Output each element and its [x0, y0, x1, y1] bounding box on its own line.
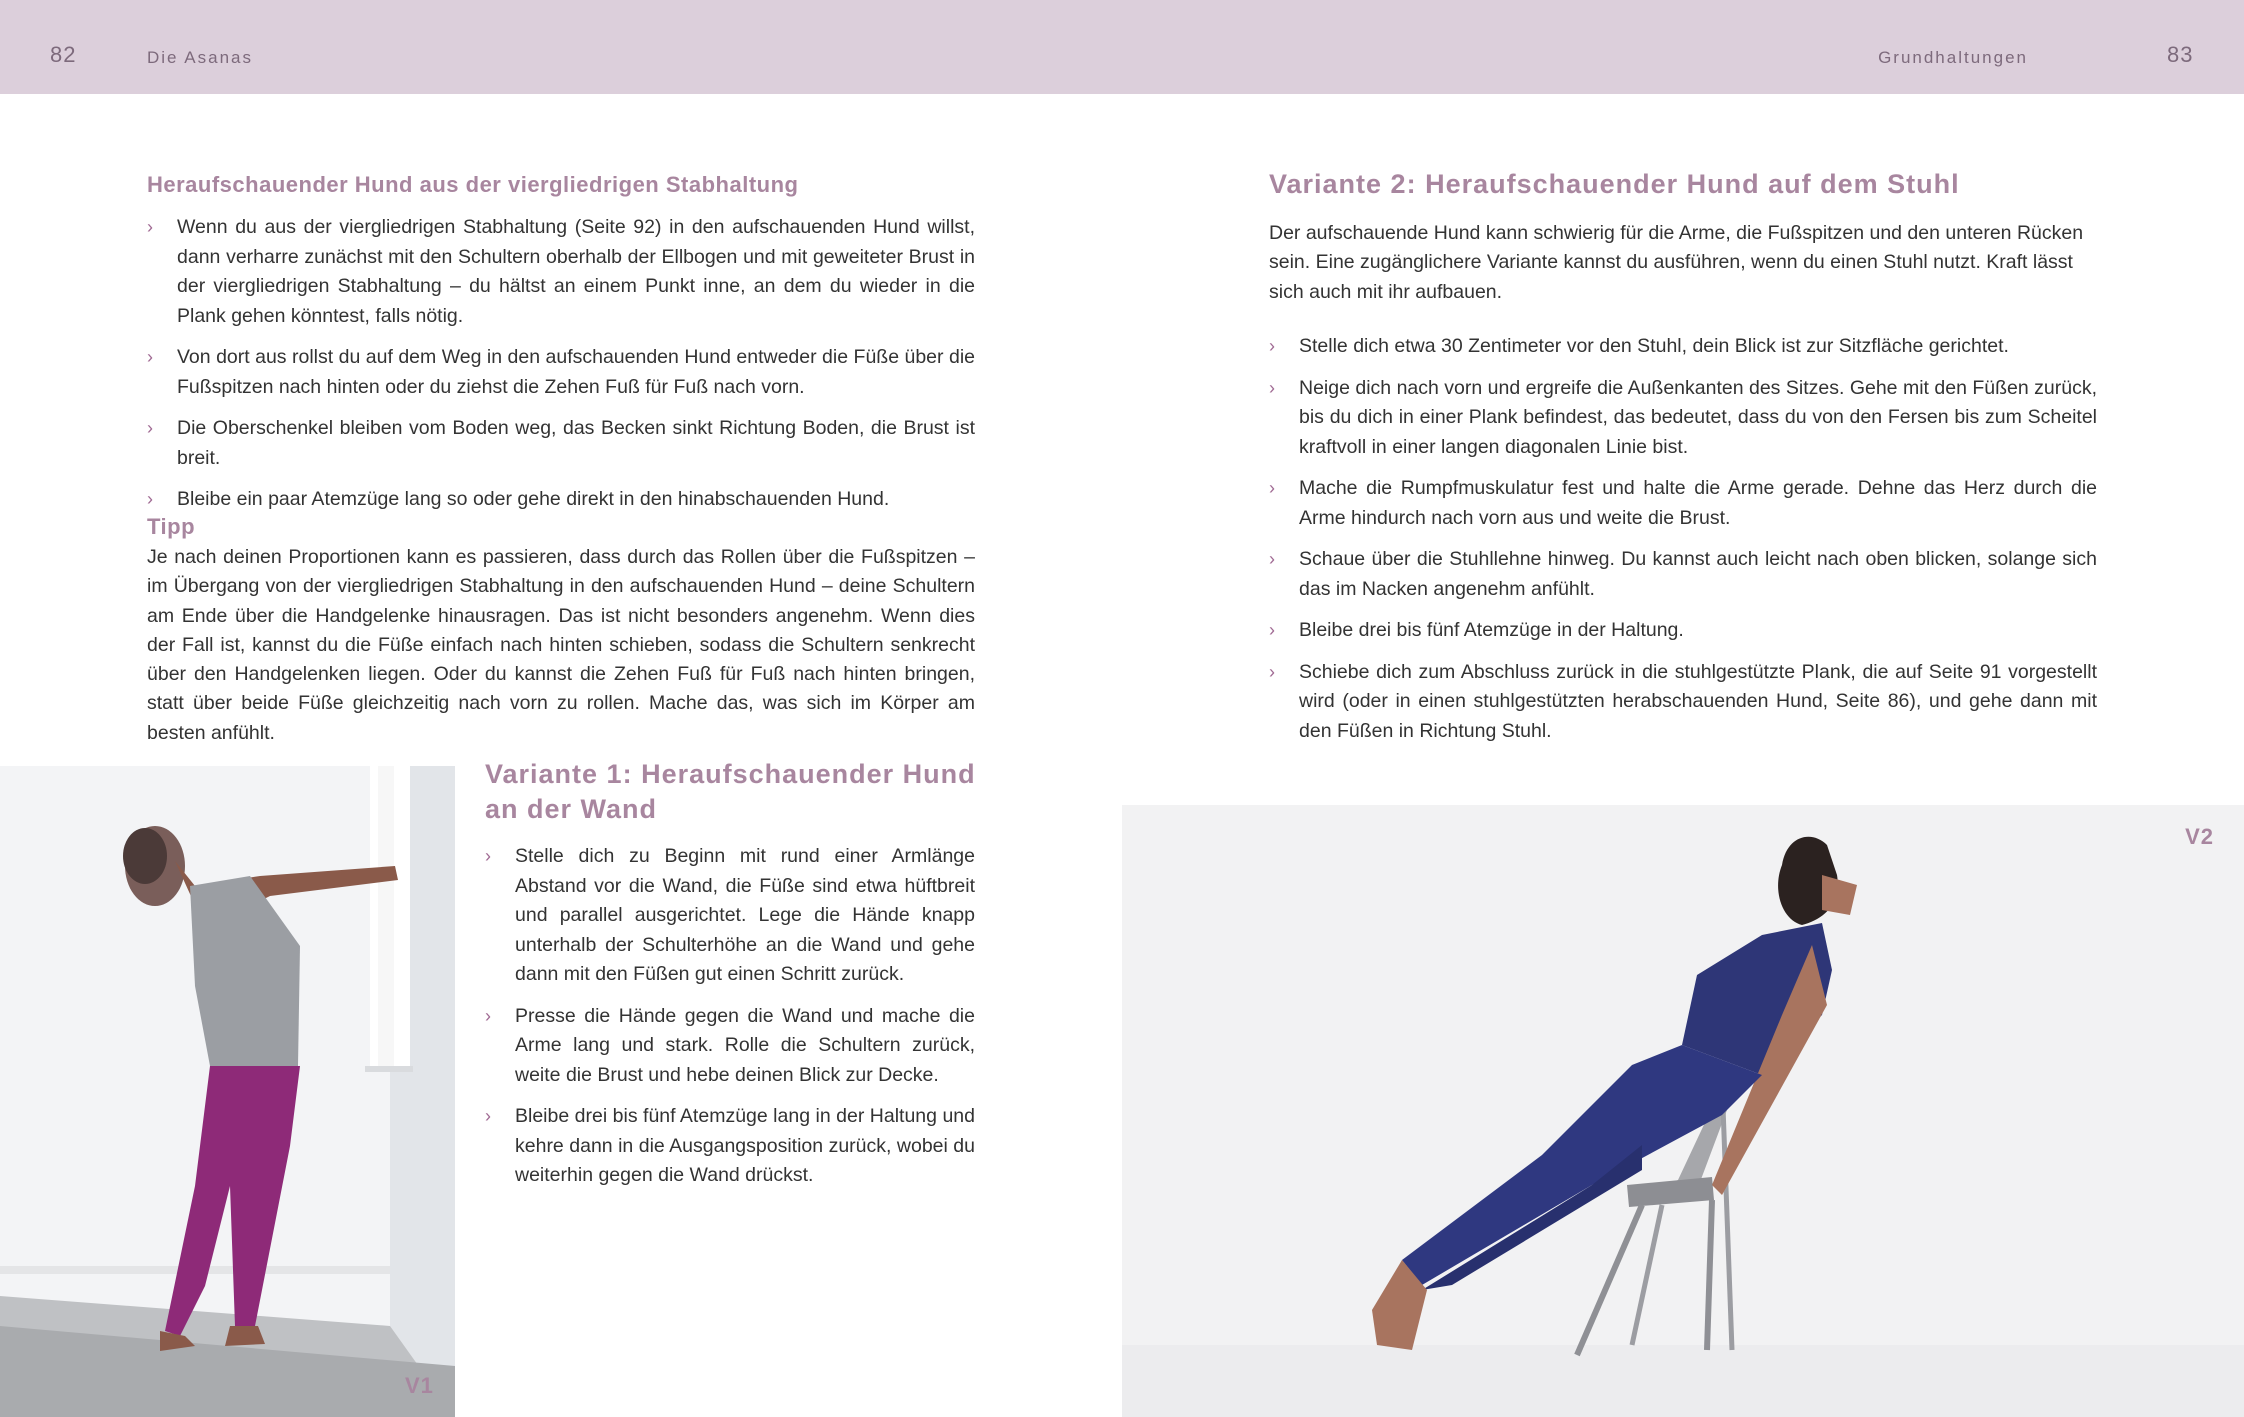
photo-label-v2: V2 [2185, 824, 2214, 849]
right-running-title: Grundhaltungen [1878, 48, 2028, 67]
list-item: › Mache die Rumpfmuskulatur fest und halte die Arme gerade. Dehne das Herz durch die Arme hindurch nach vorn aus und weite die Brust. [1269, 474, 2097, 533]
section-title: Heraufschauender Hund aus der viergliedrigen Stabhaltung [147, 172, 799, 197]
list-item: › Bleibe drei bis fünf Atemzüge in der Haltung. [1269, 616, 2097, 646]
woman-wall-pose-illustration [0, 766, 455, 1417]
chevron-right-icon: › [147, 347, 153, 367]
list-item: › Presse die Hände gegen die Wand und mache die Arme lang und stark. Rolle die Schultern zurück, weite die Brust und hebe deinen Blick zur Decke. [485, 1002, 975, 1091]
chevron-right-icon: › [485, 846, 491, 866]
list-item: › Von dort aus rollst du auf dem Weg in den aufschauenden Hund entweder die Füße über die Fußspitzen nach hinten oder du ziehst die Zehen Fuß für Fuß nach vorn. [147, 343, 975, 402]
list-item: › Stelle dich etwa 30 Zentimeter vor den Stuhl, dein Blick ist zur Sitzfläche gerichtet. [1269, 332, 2097, 362]
chevron-right-icon: › [1269, 661, 1275, 682]
chevron-right-icon: › [147, 489, 153, 509]
variant2-intro: Der aufschauende Hund kann schwierig für die Arme, die Fußspitzen und den unteren Rücken sein. Eine zugänglichere Variante kannst du ausführen, wenn du einen Stuhl nutzt. Kraft lässt sich auch mit ihr aufbauen. [1269, 222, 2084, 303]
main-bullet-list [147, 213, 975, 527]
list-item: › Schiebe dich zum Abschluss zurück in die stuhlgestützte Plank, die auf Seite 91 vorgestellt wird (oder in einen stuhlgestützten herabschauenden Hund, Seite 86), und gehe dann mit den Füßen in Richtung Stuhl. [1269, 658, 2097, 747]
list-item: › Wenn du aus der viergliedrigen Stabhaltung (Seite 92) in den aufschauenden Hund willst, dann verharre zunächst mit den Schultern oberhalb der Ellbogen und mit geweiteter Brust in der viergliedrigen Stabhaltung – du hältst an einem Punkt inne, an dem du wieder in die Plank gehen könntest, falls nötig. [147, 213, 975, 331]
chevron-right-icon: › [1269, 336, 1275, 356]
chevron-right-icon: › [1269, 620, 1275, 640]
chevron-right-icon: › [147, 217, 153, 237]
list-item: › Stelle dich zu Beginn mit rund einer Armlänge Abstand vor die Wand, die Füße sind etwa hüftbreit und parallel ausgerichtet. Lege die Hände knapp unterhalb der Schulterhöhe an die Wand und gehe dann mit den Füßen gut einen Schritt zurück. [485, 842, 975, 990]
list-item: › Die Oberschenkel bleiben vom Boden weg, das Becken sinkt Richtung Boden, die Brust ist breit. [147, 414, 975, 473]
photo-variant1 [0, 766, 455, 1417]
left-page-number: 82 [50, 42, 77, 67]
chevron-right-icon: › [147, 418, 153, 438]
left-running-title: Die Asanas [147, 48, 253, 67]
right-page-number: 83 [2167, 42, 2194, 67]
variant1-bullet-list [485, 842, 975, 1203]
list-item: › Bleibe drei bis fünf Atemzüge lang in der Haltung und kehre dann in die Ausgangsposition zurück, wobei du weiterhin gegen die Wand drückst. [485, 1102, 975, 1191]
page-header [0, 0, 2244, 94]
list-item: › Bleibe ein paar Atemzüge lang so oder gehe direkt in den hinabschauenden Hund. [147, 485, 975, 515]
chevron-right-icon: › [485, 1106, 491, 1126]
variant2-title: Variante 2: Heraufschauender Hund auf dem Stuhl [1269, 169, 1960, 199]
photo-label-v1: V1 [405, 1373, 434, 1398]
chevron-right-icon: › [1269, 478, 1275, 498]
chevron-right-icon: › [1269, 377, 1275, 398]
photo-variant2 [1122, 805, 2244, 1417]
chevron-right-icon: › [1269, 549, 1275, 569]
variant1-title: Variante 1: Heraufschauender Hund an der Wand [485, 759, 976, 824]
tip-text: Je nach deinen Proportionen kann es passieren, dass durch das Rollen über die Fußspitzen – im Übergang von der viergliedrigen Stabhaltung in den aufschauenden Hund – deine Schultern am Ende über die Handgelenke hinausragen. Das ist nicht besonders angenehm. Wenn dies der Fall ist, kannst du die Füße einfach nach hinten schieben, sodass die Schultern senkrecht über den Handgelenken liegen. Oder du kannst die Zehen Fuß für Fuß nach hinten bringen, statt über beide Füße gleichzeitig nach vorn zu rollen. Mache das, was sich im Körper am besten anfühlt. [147, 546, 975, 744]
tip-title: Tipp [147, 514, 196, 539]
list-item: › Neige dich nach vorn und ergreife die Außenkanten des Sitzes. Gehe mit den Füßen zurück, bis du dich in einer Plank befindest, das bedeutet, dass du von den Fersen bis zum Scheitel kraftvoll in einer langen diagonalen Linie bist. [1269, 374, 2097, 463]
list-item: › Schaue über die Stuhllehne hinweg. Du kannst auch leicht nach oben blicken, solange sich das im Nacken angenehm anfühlt. [1269, 545, 2097, 604]
chevron-right-icon: › [485, 1005, 491, 1026]
variant2-bullet-list [1269, 332, 2097, 758]
woman-chair-pose-illustration [1122, 805, 2244, 1417]
